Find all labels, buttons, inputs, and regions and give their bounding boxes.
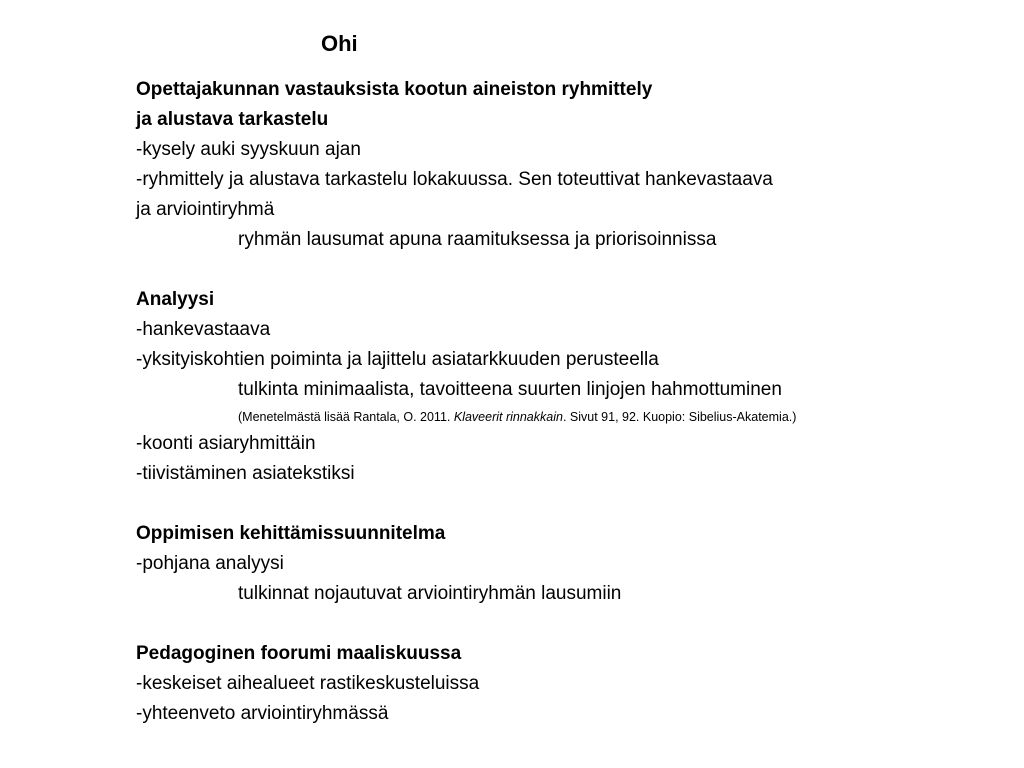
section-heading-plan: Oppimisen kehittämissuunnitelma: [136, 523, 446, 544]
reference-text: (Menetelmästä lisää Rantala, O. 2011.: [238, 410, 454, 424]
spacer: [136, 489, 1006, 519]
list-item: -yhteenveto arviointiryhmässä: [136, 703, 389, 724]
list-item-continuation: ja arviointiryhmä: [136, 199, 275, 220]
list-item: -pohjana analyysi: [136, 553, 284, 574]
reference-text: . Sivut 91, 92. Kuopio: Sibelius-Akatemia.): [562, 410, 797, 424]
list-item: -yksityiskohtien poiminta ja lajittelu asiatarkkuuden perusteella: [136, 349, 659, 370]
indented-note: ryhmän lausumat apuna raamituksessa ja priorisoinnissa: [238, 229, 717, 250]
section-heading-analysis: Analyysi: [136, 289, 215, 310]
list-item: -kysely auki syyskuun ajan: [136, 139, 361, 160]
list-item: -koonti asiaryhmittäin: [136, 433, 316, 454]
spacer: [136, 609, 1006, 639]
reference-note: [136, 407, 1006, 427]
list-item: -ryhmittely ja alustava tarkastelu lokakuussa. Sen toteuttivat hankevastaava: [136, 169, 773, 190]
section-heading-grouping: Opettajakunnan vastauksista kootun aineiston ryhmittely: [136, 79, 653, 100]
section-heading-grouping-cont: ja alustava tarkastelu: [136, 109, 329, 130]
list-item: -hankevastaava: [136, 319, 271, 340]
indented-note: tulkinta minimaalista, tavoitteena suurten linjojen hahmottuminen: [238, 379, 782, 400]
slide-title: Ohi: [321, 31, 358, 56]
section-heading-forum: Pedagoginen foorumi maaliskuussa: [136, 643, 462, 664]
list-item: -keskeiset aihealueet rastikeskusteluissa: [136, 673, 480, 694]
spacer: [136, 255, 1006, 285]
list-item: -tiivistäminen asiatekstiksi: [136, 463, 355, 484]
reference-book-title: Klaveerit rinnakkain: [453, 410, 563, 424]
indented-note: tulkinnat nojautuvat arviointiryhmän lausumiin: [238, 583, 622, 604]
slide-body: [136, 75, 1006, 729]
